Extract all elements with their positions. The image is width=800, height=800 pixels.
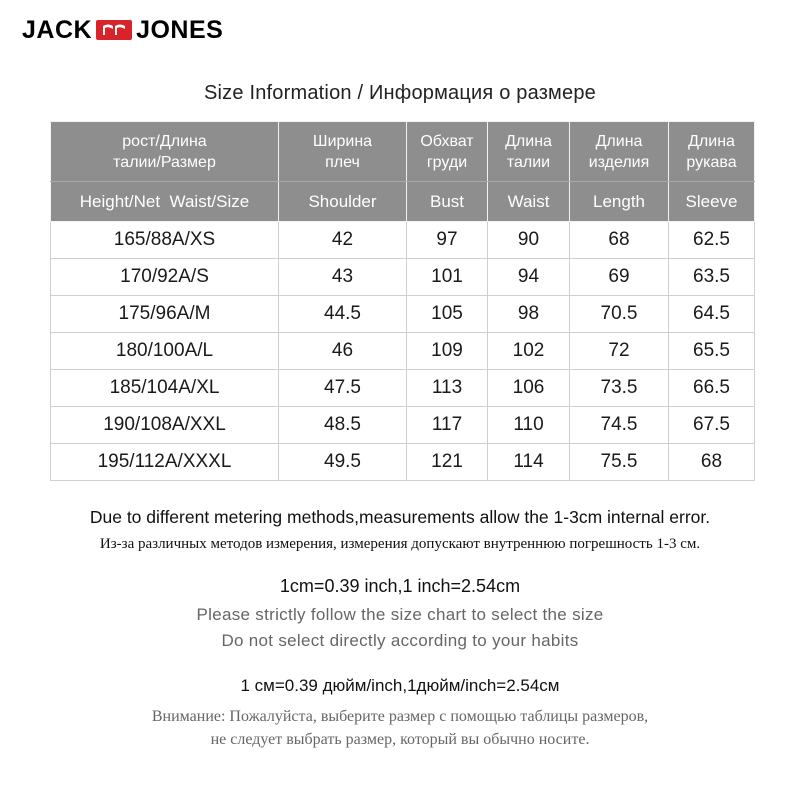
measurement-cell: 110 — [488, 407, 570, 444]
table-row — [51, 222, 755, 259]
measurement-cell: 117 — [407, 407, 488, 444]
error-note-en: Due to different metering methods,measurements allow the 1-3cm internal error. — [89, 507, 711, 527]
header-line: талии/Размер — [113, 153, 216, 171]
measurement-cell: 62.5 — [669, 222, 755, 259]
measurement-cell: 113 — [407, 370, 488, 407]
table-row — [51, 370, 755, 407]
measurement-cell: 121 — [407, 444, 488, 481]
size-cell: 195/112A/XXXL — [51, 444, 279, 481]
strict-note-2: Do not select directly according to your habits — [221, 631, 579, 650]
measurement-cell: 49.5 — [279, 444, 407, 481]
warning-ru-2: не следует выбрать размер, который вы обычно носите. — [210, 731, 590, 748]
brand-logo — [22, 17, 223, 43]
measurement-cell: 68 — [669, 444, 755, 481]
measurement-cell: 67.5 — [669, 407, 755, 444]
measurement-cell: 65.5 — [669, 333, 755, 370]
jj-flag-icon — [96, 20, 132, 40]
header-line: плеч — [325, 153, 360, 171]
measurement-cell: 44.5 — [279, 296, 407, 333]
measurement-cell: 63.5 — [669, 259, 755, 296]
warning-ru-1: Внимание: Пожалуйста, выберите размер с помощью таблицы размеров, — [151, 708, 649, 725]
measurement-cell: 64.5 — [669, 296, 755, 333]
measurement-cell: 72 — [570, 333, 669, 370]
size-cell: 190/108A/XXL — [51, 407, 279, 444]
table-row — [51, 444, 755, 481]
size-cell: 170/92A/S — [51, 259, 279, 296]
header-line: Длина — [505, 132, 552, 150]
header-cell-ru — [51, 122, 279, 182]
table-row — [51, 259, 755, 296]
measurement-cell: 70.5 — [570, 296, 669, 333]
size-cell: 180/100A/L — [51, 333, 279, 370]
header-cell-en: Waist — [488, 182, 570, 222]
header-cell-ru — [488, 122, 570, 182]
measurement-cell: 68 — [570, 222, 669, 259]
header-row-en — [51, 182, 755, 222]
header-line: Ширина — [312, 132, 373, 150]
header-cell-en: Shoulder — [279, 182, 407, 222]
measurement-cell: 105 — [407, 296, 488, 333]
measurement-cell: 90 — [488, 222, 570, 259]
header-cell-en: Sleeve — [669, 182, 755, 222]
table-row — [51, 296, 755, 333]
measurement-cell: 75.5 — [570, 444, 669, 481]
brand-logo-right: JONES — [136, 16, 224, 44]
table-row — [51, 407, 755, 444]
header-line: Длина — [688, 132, 735, 150]
measurement-cell: 94 — [488, 259, 570, 296]
header-line: Обхват — [420, 132, 474, 150]
header-cell-en: Length — [570, 182, 669, 222]
measurement-cell: 74.5 — [570, 407, 669, 444]
header-line: изделия — [588, 153, 650, 171]
size-table-body — [51, 122, 755, 481]
measurement-cell: 101 — [407, 259, 488, 296]
error-note-ru: Из-за различных методов измерения, измерения допускают внутреннюю погрешность 1-3 см. — [99, 536, 701, 552]
measurement-cell: 106 — [488, 370, 570, 407]
measurement-cell: 46 — [279, 333, 407, 370]
size-cell: 185/104A/XL — [51, 370, 279, 407]
size-cell: 175/96A/M — [51, 296, 279, 333]
size-cell: 165/88A/XS — [51, 222, 279, 259]
measurement-cell: 102 — [488, 333, 570, 370]
page-title: Size Information / Информация о размере — [204, 82, 596, 104]
header-line: рукава — [686, 153, 737, 171]
measurement-cell: 43 — [279, 259, 407, 296]
strict-note-1: Please strictly follow the size chart to select the size — [196, 605, 604, 624]
table-row — [51, 333, 755, 370]
header-cell-ru — [279, 122, 407, 182]
header-row-ru — [51, 122, 755, 182]
measurement-cell: 69 — [570, 259, 669, 296]
header-line: талии — [506, 153, 551, 171]
measurement-cell: 109 — [407, 333, 488, 370]
measurement-cell: 114 — [488, 444, 570, 481]
measurement-cell: 66.5 — [669, 370, 755, 407]
header-line: Длина — [595, 132, 643, 150]
header-cell-ru — [570, 122, 669, 182]
measurement-cell: 97 — [407, 222, 488, 259]
measurement-cell: 47.5 — [279, 370, 407, 407]
header-cell-ru — [407, 122, 488, 182]
header-line: груди — [426, 153, 468, 171]
conversion-ru: 1 см=0.39 дюйм/inch,1дюйм/inch=2.54см — [240, 676, 560, 695]
measurement-cell: 48.5 — [279, 407, 407, 444]
brand-logo-left: JACK — [22, 16, 93, 44]
conversion-en: 1cm=0.39 inch,1 inch=2.54cm — [279, 576, 521, 596]
header-line: рост/Длина — [122, 132, 207, 150]
header-cell-ru — [669, 122, 755, 182]
header-cell-en: Bust — [407, 182, 488, 222]
measurement-cell: 73.5 — [570, 370, 669, 407]
header-cell-en: Height/Net Waist/Size — [51, 182, 279, 222]
size-table — [50, 121, 755, 481]
measurement-cell: 98 — [488, 296, 570, 333]
measurement-cell: 42 — [279, 222, 407, 259]
